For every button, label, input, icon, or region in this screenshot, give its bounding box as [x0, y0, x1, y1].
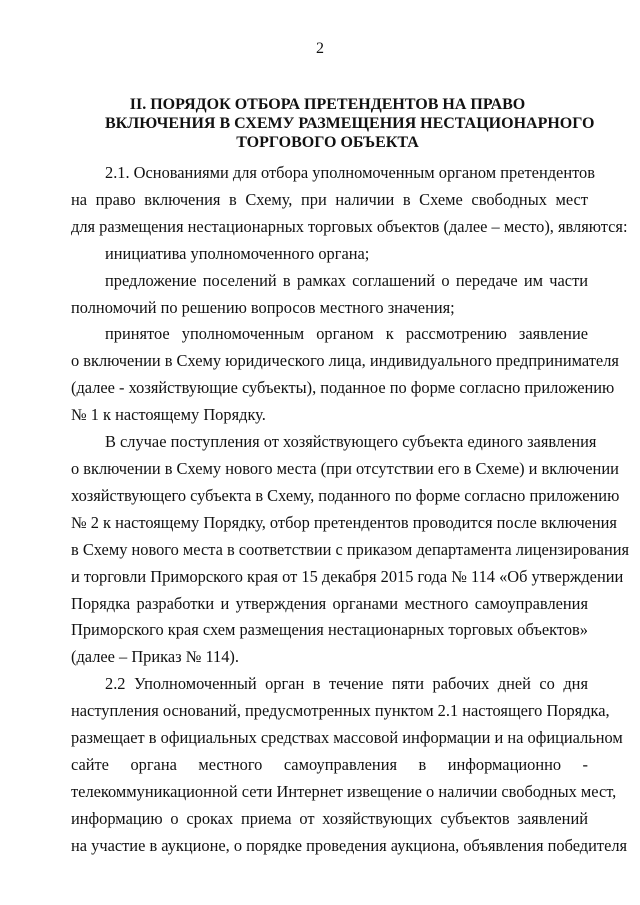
text-line: инициатива уполномоченного органа; — [105, 243, 370, 263]
text-line: в Схему нового места в соответствии с приказом департамента лицензирования — [71, 539, 630, 559]
text-line: телекоммуникационной сети Интернет извещение о наличии свободных мест, — [71, 781, 617, 801]
text-line: информацию о сроках приема от хозяйствующих субъектов заявлений — [71, 808, 588, 828]
section-heading — [105, 95, 595, 152]
paragraph-2-1 — [71, 160, 628, 241]
text-line: на участие в аукционе, о порядке проведения аукциона, объявления победителя — [71, 835, 628, 855]
paragraph-application — [71, 321, 619, 429]
text-line: о включении в Схему юридического лица, индивидуального предпринимателя — [71, 351, 619, 371]
paragraph-initiative — [71, 241, 588, 268]
text-line: (далее - хозяйствующие субъекты), поданное по форме согласно приложению — [71, 378, 615, 398]
text-line: В случае поступления от хозяйствующего субъекта единого заявления — [105, 432, 597, 452]
paragraph-2-2 — [71, 671, 628, 859]
paragraph-single-application — [71, 429, 630, 671]
text-line: 2.1. Основаниями для отбора уполномоченным органом претендентов — [105, 163, 595, 182]
heading-line: II. ПОРЯДОК ОТБОРА ПРЕТЕНДЕНТОВ НА ПРАВО — [129, 96, 526, 113]
text-line: Порядка разработки и утверждения органами местного самоуправления — [71, 593, 588, 613]
text-line: № 1 к настоящему Порядку. — [71, 405, 266, 425]
text-line: о включении в Схему нового места (при отсутствии его в Схеме) и включении — [71, 458, 619, 478]
text-line: № 2 к настоящему Порядку, отбор претендентов проводится после включения — [71, 512, 617, 532]
paragraph-proposal — [71, 268, 588, 322]
text-line: размещает в официальных средствах массовой информации и на официальном — [71, 728, 623, 748]
text-line: хозяйствующего субъекта в Схему, поданного по форме согласно приложению — [71, 485, 620, 505]
text-line: предложение поселений в рамках соглашений о передаче им части — [105, 270, 588, 290]
text-line: сайте органа местного самоуправления в информационно - — [71, 754, 588, 774]
page-number: 2 — [316, 40, 324, 57]
document-body — [71, 160, 630, 860]
text-line: для размещения нестационарных торговых объектов (далее – место), являются: — [71, 216, 628, 236]
text-line: принятое уполномоченным органом к рассмотрению заявление — [105, 324, 588, 344]
heading-line: ТОРГОВОГО ОБЪЕКТА — [236, 134, 419, 151]
text-line: и торговли Приморского края от 15 декабря 2015 года № 114 «Об утверждении — [71, 566, 624, 586]
heading-line: ВКЛЮЧЕНИЯ В СХЕМУ РАЗМЕЩЕНИЯ НЕСТАЦИОНАРНОГО — [105, 115, 595, 132]
text-line: наступления оснований, предусмотренных пунктом 2.1 настоящего Порядка, — [71, 701, 610, 721]
text-line: 2.2 Уполномоченный орган в течение пяти рабочих дней со дня — [105, 674, 588, 694]
text-line: полномочий по решению вопросов местного значения; — [71, 297, 455, 317]
text-line: Приморского края схем размещения нестационарных торговых объектов» — [71, 620, 588, 640]
text-line: (далее – Приказ № 114). — [71, 647, 239, 667]
text-line: на право включения в Схему, при наличии в Схеме свободных мест — [71, 189, 588, 209]
